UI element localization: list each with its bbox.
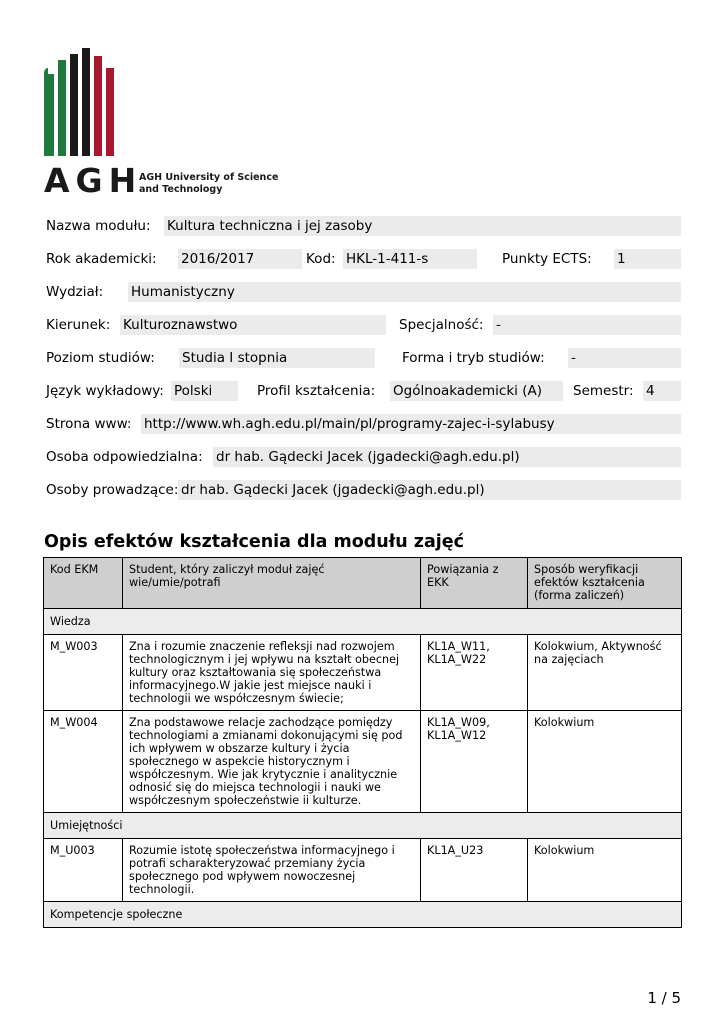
section-social: Kompetencje społeczne (44, 902, 682, 928)
row-links: KL1A_U23 (421, 839, 528, 902)
agh-logo (44, 46, 284, 196)
field-of-study-label: Kierunek: (46, 317, 111, 333)
responsible-value: dr hab. Gądecki Jacek (jgadecki@agh.edu.pl) (213, 447, 681, 467)
row-code: M_W004 (44, 711, 123, 813)
specialty-label: Specjalność: (399, 317, 484, 333)
header-verification: Sposób weryfikacji efektów kształcenia (forma zaliczeń) (528, 558, 682, 609)
page-number: 1 / 5 (647, 989, 681, 1007)
responsible-label: Osoba odpowiedzialna: (46, 449, 203, 465)
website-value[interactable]: http://www.wh.agh.edu.pl/main/pl/programy-zajec-i-sylabusy (141, 414, 681, 434)
ects-value: 1 (614, 249, 681, 269)
teachers-label: Osoby prowadzące: (46, 482, 179, 498)
table-row (44, 635, 682, 711)
row-verification: Kolokwium, Aktywność na zajęciach (528, 635, 682, 711)
profile-value: Ogólnoakademicki (A) (390, 381, 563, 401)
module-name-label: Nazwa modułu: (46, 218, 151, 234)
section-heading: Opis efektów kształcenia dla modułu zajęć (44, 532, 465, 552)
profile-label: Profil kształcenia: (257, 383, 376, 399)
header-code: Kod EKM (44, 558, 123, 609)
section-row-social (44, 902, 682, 928)
logo-mark-text: AGH (44, 161, 143, 196)
section-knowledge: Wiedza (44, 609, 682, 635)
section-row-skills (44, 813, 682, 839)
logo-stripe-green (46, 74, 54, 156)
language-label: Język wykładowy: (46, 383, 164, 399)
row-links: KL1A_W11, KL1A_W22 (421, 635, 528, 711)
row-verification: Kolokwium (528, 711, 682, 813)
logo-stripe-black (82, 48, 90, 156)
semester-label: Semestr: (573, 383, 634, 399)
header-student: Student, który zaliczył moduł zajęć wie/umie/potrafi (123, 558, 421, 609)
code-label: Kod: (306, 251, 336, 267)
code-value: HKL-1-411-s (343, 249, 477, 269)
section-skills: Umiejętności (44, 813, 682, 839)
faculty-value: Humanistyczny (128, 282, 681, 302)
table-header-row (44, 558, 682, 609)
academic-year-value: 2016/2017 (178, 249, 302, 269)
module-name-value: Kultura techniczna i jej zasoby (164, 216, 681, 236)
row-verification: Kolokwium (528, 839, 682, 902)
logo-name-line2: and Technology (139, 184, 223, 195)
form-value: - (568, 348, 681, 368)
learning-outcomes-table (43, 557, 682, 928)
logo-stripe-red (94, 56, 102, 156)
row-description: Rozumie istotę społeczeństwa informacyjnego i potrafi scharakteryzować przemiany życia społecznego pod wpływem nowoczesnej technologii. (123, 839, 421, 902)
header-links: Powiązania z EKK (421, 558, 528, 609)
ects-label: Punkty ECTS: (502, 251, 592, 267)
logo-stripe-red (106, 68, 114, 156)
row-code: M_W003 (44, 635, 123, 711)
language-value: Polski (171, 381, 238, 401)
teachers-value: dr hab. Gądecki Jacek (jgadecki@agh.edu.pl) (178, 480, 681, 500)
row-code: M_U003 (44, 839, 123, 902)
logo-stripe-green (58, 60, 66, 156)
table-row (44, 839, 682, 902)
section-row-knowledge (44, 609, 682, 635)
row-links: KL1A_W09, KL1A_W12 (421, 711, 528, 813)
specialty-value: - (493, 315, 681, 335)
table-row (44, 711, 682, 813)
faculty-label: Wydział: (46, 284, 104, 300)
academic-year-label: Rok akademicki: (46, 251, 157, 267)
semester-value: 4 (643, 381, 681, 401)
field-of-study-value: Kulturoznawstwo (120, 315, 386, 335)
row-description: Zna podstawowe relacje zachodzące pomiędzy technologiami a zmianami dokonującymi się pod ich wpływem w obszarze kultury i życia społecznego w aspekcie historycznym i współczesnym. Wie jak krytycznie i analitycznie odnosić się do miejsca technologii i nauki we współczesnym społeczeństwie ii kulturze. (123, 711, 421, 813)
agh-logo-mark-icon (44, 47, 114, 156)
row-description: Zna i rozumie znaczenie refleksji nad rozwojem technologicznym i jej wpływu na kształt obecnej kultury oraz kształtowania się społeczeństwa informacyjnego.W jakie jest miejsce nauki i technologii we współczesnym świecie; (123, 635, 421, 711)
form-label: Forma i tryb studiów: (402, 350, 545, 366)
logo-name-line1: AGH University of Science (139, 172, 279, 183)
website-label: Strona www: (46, 416, 132, 432)
level-label: Poziom studiów: (46, 350, 155, 366)
level-value: Studia I stopnia (179, 348, 375, 368)
logo-stripe-black (70, 54, 78, 156)
